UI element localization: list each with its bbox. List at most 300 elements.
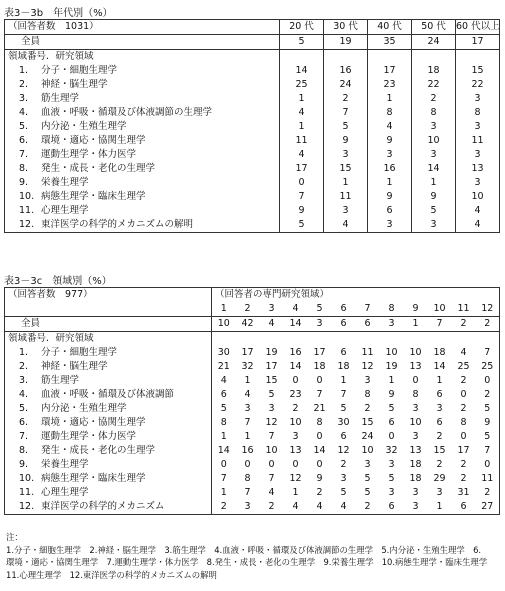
table-3c xyxy=(4,287,500,515)
cell-value: 25 xyxy=(481,361,494,372)
cell-value: 1 xyxy=(292,487,299,498)
cell-value: 3 xyxy=(456,148,500,162)
cell-value: 6 xyxy=(340,347,347,358)
cell-value: 3 xyxy=(456,120,500,134)
all-value: 19 xyxy=(324,35,368,50)
cell-value: 4 xyxy=(292,501,299,512)
cell-value: 19 xyxy=(265,347,278,358)
column-number-row xyxy=(5,302,500,317)
empty-cell xyxy=(212,332,236,347)
cell-value: 9 xyxy=(484,417,491,428)
cell-value: 3 xyxy=(436,487,443,498)
cell-value: 0 xyxy=(212,458,236,472)
cell-value: 7 xyxy=(212,472,236,486)
cell-value: 0 xyxy=(292,459,299,470)
cell-value: 8 xyxy=(316,417,323,428)
row-number: 2. xyxy=(19,361,29,372)
cell-value: 1 xyxy=(212,430,236,444)
column-header: 4 xyxy=(284,302,308,317)
cell-value: 4 xyxy=(368,120,412,134)
cell-value: 16 xyxy=(324,64,368,78)
row-label: 病態生理学・臨床生理学 xyxy=(41,191,146,202)
cell-value: 25 xyxy=(457,361,470,372)
cell-value: 15 xyxy=(324,162,368,176)
cell-value: 7 xyxy=(340,389,347,400)
empty-cell xyxy=(368,50,412,65)
header-row xyxy=(5,20,500,35)
all-row xyxy=(5,317,500,332)
row-number: 3. xyxy=(19,375,29,386)
row-label-cell xyxy=(5,430,212,444)
row-label: 分子・細胞生理学 xyxy=(41,65,118,76)
row-label: 東洋医学の科学的メカニズムの解明 xyxy=(41,219,194,230)
cell-value: 1 xyxy=(324,176,368,190)
cell-value: 3 xyxy=(292,431,299,442)
cell-value: 9 xyxy=(280,204,324,218)
specialty-header: （回答者の専門研究領域） xyxy=(212,288,500,303)
cell-value: 7 xyxy=(484,347,491,358)
cell-value: 18 xyxy=(313,361,326,372)
cell-value: 2 xyxy=(292,403,299,414)
column-header: 9 xyxy=(404,302,428,317)
cell-value: 15 xyxy=(456,64,500,78)
cell-value: 6 xyxy=(388,417,395,428)
row-label-cell xyxy=(5,416,212,430)
row-number: 11. xyxy=(19,487,35,498)
cell-value: 10 xyxy=(412,134,456,148)
cell-value: 2 xyxy=(460,375,467,386)
cell-value: 1 xyxy=(436,375,443,386)
cell-value: 3 xyxy=(412,218,456,233)
empty-cell xyxy=(356,332,380,347)
cell-value: 2 xyxy=(340,459,347,470)
cell-value: 5 xyxy=(340,487,347,498)
cell-value: 30 xyxy=(337,417,350,428)
table-row xyxy=(5,106,500,120)
cell-value: 2 xyxy=(364,403,371,414)
cell-value: 1 xyxy=(280,92,324,106)
table-3b xyxy=(4,19,500,233)
cell-value: 6 xyxy=(460,501,467,512)
row-number: 6. xyxy=(19,417,29,428)
section-header: 領域番号．研究領域 xyxy=(8,51,94,62)
cell-value: 9 xyxy=(388,389,395,400)
cell-value: 2 xyxy=(364,501,371,512)
table-3c-notes xyxy=(6,531,487,581)
cell-value: 3 xyxy=(412,431,419,442)
cell-value: 10 xyxy=(456,190,500,204)
cell-value: 23 xyxy=(289,389,302,400)
table-row xyxy=(5,458,500,472)
row-label: 環境・適応・協関生理学 xyxy=(41,135,146,146)
cell-value: 6 xyxy=(340,431,347,442)
cell-value: 16 xyxy=(368,162,412,176)
row-label: 発生・成長・老化の生理学 xyxy=(41,445,156,456)
cell-value: 3 xyxy=(456,92,500,106)
cell-value: 14 xyxy=(212,444,236,458)
row-number: 9. xyxy=(19,459,29,470)
cell-value: 1 xyxy=(436,501,443,512)
cell-value: 1 xyxy=(244,375,251,386)
row-label-cell xyxy=(5,78,280,92)
cell-value: 10 xyxy=(409,347,422,358)
row-label-cell xyxy=(5,360,212,374)
column-header: 5 xyxy=(308,302,332,317)
row-number: 5. xyxy=(19,403,29,414)
cell-value: 5 xyxy=(268,389,275,400)
cell-value: 25 xyxy=(280,78,324,92)
cell-value: 17 xyxy=(280,162,324,176)
row-label: 東洋医学の科学的メカニズム xyxy=(41,501,165,512)
cell-value: 0 xyxy=(268,459,275,470)
empty-cell xyxy=(280,50,324,65)
row-number: 4. xyxy=(19,107,29,118)
cell-value: 27 xyxy=(481,501,494,512)
respondent-count: （回答者数 1031） xyxy=(5,20,280,35)
row-number: 11. xyxy=(19,205,35,216)
row-number: 9. xyxy=(19,177,29,188)
cell-value: 5 xyxy=(484,431,491,442)
cell-value: 10 xyxy=(385,347,398,358)
notes-line: 環境・適応・協関生理学 7.運動生理学・体力医学 8.発生・成長・老化の生理学 9.栄養生理学 10.病態生理学・臨床生理学 xyxy=(6,557,488,567)
cell-value: 14 xyxy=(289,361,302,372)
empty-cell xyxy=(380,332,404,347)
row-number: 3. xyxy=(19,93,29,104)
empty-cell xyxy=(412,50,456,65)
cell-value: 5 xyxy=(412,204,456,218)
row-label-cell xyxy=(5,64,280,78)
row-label-cell xyxy=(5,444,212,458)
cell-value: 1 xyxy=(212,486,236,500)
cell-value: 2 xyxy=(484,487,491,498)
table-row xyxy=(5,388,500,402)
cell-value: 11 xyxy=(456,134,500,148)
cell-value: 4 xyxy=(268,487,275,498)
all-label: 全員 xyxy=(5,317,212,332)
cell-value: 2 xyxy=(268,501,275,512)
row-number: 1. xyxy=(19,347,29,358)
cell-value: 1 xyxy=(368,92,412,106)
row-number: 6. xyxy=(19,135,29,146)
row-label: 血液・呼吸・循環及び体液調節の生理学 xyxy=(41,107,213,118)
cell-value: 19 xyxy=(385,361,398,372)
cell-value: 9 xyxy=(324,134,368,148)
table-row xyxy=(5,148,500,162)
cell-value: 14 xyxy=(280,64,324,78)
cell-value: 4 xyxy=(460,347,467,358)
row-label-cell xyxy=(5,374,212,388)
cell-value: 1 xyxy=(388,375,395,386)
column-header: 60 代以上 xyxy=(456,20,500,35)
cell-value: 3 xyxy=(412,148,456,162)
cell-value: 11 xyxy=(280,134,324,148)
row-label: 運動生理学・体力医学 xyxy=(41,149,137,160)
cell-value: 11 xyxy=(324,190,368,204)
cell-value: 21 xyxy=(212,360,236,374)
cell-value: 18 xyxy=(409,473,422,484)
all-value: 2 xyxy=(476,317,500,332)
cell-value: 7 xyxy=(324,106,368,120)
column-header: 40 代 xyxy=(368,20,412,35)
table-row xyxy=(5,472,500,486)
table-row xyxy=(5,218,500,233)
row-label: 筋生理学 xyxy=(41,93,80,104)
cell-value: 3 xyxy=(340,473,347,484)
cell-value: 6 xyxy=(368,204,412,218)
cell-value: 3 xyxy=(244,403,251,414)
notes-line: 1.分子・細胞生理学 2.神経・脳生理学 3.筋生理学 4.血液・呼吸・循環及び体液調節の生理学 5.内分泌・生殖生理学 6. xyxy=(6,544,482,555)
cell-value: 3 xyxy=(268,403,275,414)
all-value: 10 xyxy=(212,317,236,332)
cell-value: 22 xyxy=(412,78,456,92)
empty-cell xyxy=(308,332,332,347)
row-label-cell xyxy=(5,346,212,360)
cell-value: 10 xyxy=(361,445,374,456)
cell-value: 2 xyxy=(460,473,467,484)
cell-value: 4 xyxy=(340,501,347,512)
cell-value: 30 xyxy=(212,346,236,360)
empty-cell xyxy=(5,302,212,317)
row-label-cell xyxy=(5,148,280,162)
cell-value: 17 xyxy=(265,361,278,372)
row-label-cell xyxy=(5,162,280,176)
cell-value: 4 xyxy=(456,204,500,218)
cell-value: 6 xyxy=(436,389,443,400)
cell-value: 1 xyxy=(340,375,347,386)
cell-value: 3 xyxy=(364,459,371,470)
row-label-cell xyxy=(5,176,280,190)
row-label-cell xyxy=(5,402,212,416)
cell-value: 3 xyxy=(244,501,251,512)
cell-value: 14 xyxy=(313,445,326,456)
cell-value: 0 xyxy=(412,375,419,386)
table-row xyxy=(5,134,500,148)
table-row xyxy=(5,176,500,190)
row-label-cell xyxy=(5,500,212,515)
section-header-row xyxy=(5,50,500,65)
cell-value: 8 xyxy=(212,416,236,430)
cell-value: 18 xyxy=(433,347,446,358)
cell-value: 5 xyxy=(324,120,368,134)
row-number: 12. xyxy=(19,501,35,512)
table-row xyxy=(5,162,500,176)
all-value: 1 xyxy=(404,317,428,332)
row-number: 8. xyxy=(19,445,29,456)
row-label: 発生・成長・老化の生理学 xyxy=(41,163,156,174)
cell-value: 9 xyxy=(368,134,412,148)
cell-value: 15 xyxy=(433,445,446,456)
cell-value: 5 xyxy=(484,403,491,414)
cell-value: 18 xyxy=(337,361,350,372)
column-header: 11 xyxy=(452,302,476,317)
empty-cell xyxy=(404,332,428,347)
table-3b-title: 表3－3b 年代別（%） xyxy=(4,8,113,19)
all-value: 6 xyxy=(356,317,380,332)
cell-value: 1 xyxy=(244,431,251,442)
cell-value: 3 xyxy=(436,403,443,414)
cell-value: 0 xyxy=(460,389,467,400)
cell-value: 3 xyxy=(456,176,500,190)
cell-value: 5 xyxy=(388,473,395,484)
cell-value: 7 xyxy=(280,190,324,204)
cell-value: 4 xyxy=(316,501,323,512)
cell-value: 8 xyxy=(412,389,419,400)
column-header: 1 xyxy=(212,302,236,317)
column-header: 20 代 xyxy=(280,20,324,35)
cell-value: 2 xyxy=(436,431,443,442)
column-header: 12 xyxy=(476,302,500,317)
cell-value: 6 xyxy=(388,501,395,512)
cell-value: 17 xyxy=(368,64,412,78)
row-number: 7. xyxy=(19,431,29,442)
cell-value: 2 xyxy=(484,389,491,400)
section-header: 領域番号．研究領域 xyxy=(8,333,94,344)
cell-value: 12 xyxy=(361,361,374,372)
cell-value: 16 xyxy=(241,445,254,456)
cell-value: 3 xyxy=(412,403,419,414)
cell-value: 21 xyxy=(313,403,326,414)
cell-value: 1 xyxy=(280,120,324,134)
cell-value: 16 xyxy=(289,347,302,358)
cell-value: 4 xyxy=(280,106,324,120)
cell-value: 14 xyxy=(433,361,446,372)
cell-value: 4 xyxy=(280,148,324,162)
cell-value: 22 xyxy=(456,78,500,92)
column-header: 10 xyxy=(428,302,452,317)
table-row xyxy=(5,120,500,134)
table-3c-title: 表3－3c 領域別（%） xyxy=(4,276,112,287)
row-label-cell xyxy=(5,218,280,233)
row-label: 心理生理学 xyxy=(41,205,89,216)
cell-value: 32 xyxy=(241,361,254,372)
cell-value: 0 xyxy=(484,375,491,386)
cell-value: 0 xyxy=(484,459,491,470)
column-header: 3 xyxy=(260,302,284,317)
cell-value: 2 xyxy=(460,403,467,414)
cell-value: 4 xyxy=(244,389,251,400)
cell-value: 0 xyxy=(316,431,323,442)
cell-value: 0 xyxy=(388,431,395,442)
cell-value: 8 xyxy=(368,106,412,120)
all-value: 24 xyxy=(412,35,456,50)
table-row xyxy=(5,204,500,218)
all-value: 2 xyxy=(452,317,476,332)
column-header: 2 xyxy=(236,302,260,317)
all-value: 4 xyxy=(260,317,284,332)
cell-value: 2 xyxy=(212,500,236,515)
cell-value: 2 xyxy=(324,92,368,106)
table-row xyxy=(5,346,500,360)
row-label: 運動生理学・体力医学 xyxy=(41,431,137,442)
cell-value: 12 xyxy=(337,445,350,456)
row-number: 7. xyxy=(19,149,29,160)
cell-value: 13 xyxy=(409,361,422,372)
row-number: 10. xyxy=(19,473,35,484)
cell-value: 32 xyxy=(385,445,398,456)
cell-value: 17 xyxy=(241,347,254,358)
column-header: 6 xyxy=(332,302,356,317)
row-label-cell xyxy=(5,204,280,218)
cell-value: 4 xyxy=(324,218,368,233)
cell-value: 17 xyxy=(457,445,470,456)
column-header: 30 代 xyxy=(324,20,368,35)
cell-value: 17 xyxy=(313,347,326,358)
cell-value: 5 xyxy=(280,218,324,233)
all-value: 42 xyxy=(236,317,260,332)
cell-value: 7 xyxy=(268,473,275,484)
empty-cell xyxy=(428,332,452,347)
cell-value: 0 xyxy=(460,431,467,442)
cell-value: 3 xyxy=(324,204,368,218)
cell-value: 5 xyxy=(212,402,236,416)
cell-value: 3 xyxy=(324,148,368,162)
empty-cell xyxy=(236,332,260,347)
empty-cell xyxy=(324,50,368,65)
cell-value: 6 xyxy=(212,388,236,402)
cell-value: 7 xyxy=(244,487,251,498)
all-value: 17 xyxy=(456,35,500,50)
cell-value: 15 xyxy=(265,375,278,386)
row-number: 2. xyxy=(19,79,29,90)
row-label: 分子・細胞生理学 xyxy=(41,347,118,358)
cell-value: 8 xyxy=(460,417,467,428)
cell-value: 7 xyxy=(268,431,275,442)
cell-value: 1 xyxy=(412,176,456,190)
row-label-cell xyxy=(5,92,280,106)
table-row xyxy=(5,430,500,444)
cell-value: 11 xyxy=(361,347,374,358)
all-value: 35 xyxy=(368,35,412,50)
cell-value: 0 xyxy=(280,176,324,190)
cell-value: 2 xyxy=(412,92,456,106)
row-number: 10. xyxy=(19,191,35,202)
cell-value: 10 xyxy=(409,417,422,428)
row-label-cell xyxy=(5,388,212,402)
cell-value: 5 xyxy=(388,403,395,414)
row-label: 環境・適応・協関生理学 xyxy=(41,417,146,428)
row-label: 栄養生理学 xyxy=(41,459,89,470)
all-value: 3 xyxy=(380,317,404,332)
row-label-cell xyxy=(5,458,212,472)
row-label: 神経・脳生理学 xyxy=(41,361,108,372)
empty-cell xyxy=(332,332,356,347)
cell-value: 2 xyxy=(316,487,323,498)
empty-cell xyxy=(452,332,476,347)
cell-value: 8 xyxy=(364,389,371,400)
cell-value: 9 xyxy=(412,190,456,204)
cell-value: 9 xyxy=(316,473,323,484)
row-number: 4. xyxy=(19,389,29,400)
row-label-cell xyxy=(5,190,280,204)
notes-line: 11.心理生理学 12.東洋医学の科学的メカニズムの解明 xyxy=(6,569,217,580)
row-label: 心理生理学 xyxy=(41,487,89,498)
notes-line: 注： xyxy=(6,532,23,542)
cell-value: 3 xyxy=(412,120,456,134)
header-row xyxy=(5,288,500,303)
row-label-cell xyxy=(5,472,212,486)
cell-value: 0 xyxy=(316,459,323,470)
cell-value: 7 xyxy=(316,389,323,400)
row-label: 栄養生理学 xyxy=(41,177,89,188)
column-header: 7 xyxy=(356,302,380,317)
table-row xyxy=(5,78,500,92)
cell-value: 1 xyxy=(368,176,412,190)
table-row xyxy=(5,486,500,500)
cell-value: 4 xyxy=(456,218,500,233)
cell-value: 13 xyxy=(289,445,302,456)
table-row xyxy=(5,190,500,204)
row-label: 病態生理学・臨床生理学 xyxy=(41,473,146,484)
